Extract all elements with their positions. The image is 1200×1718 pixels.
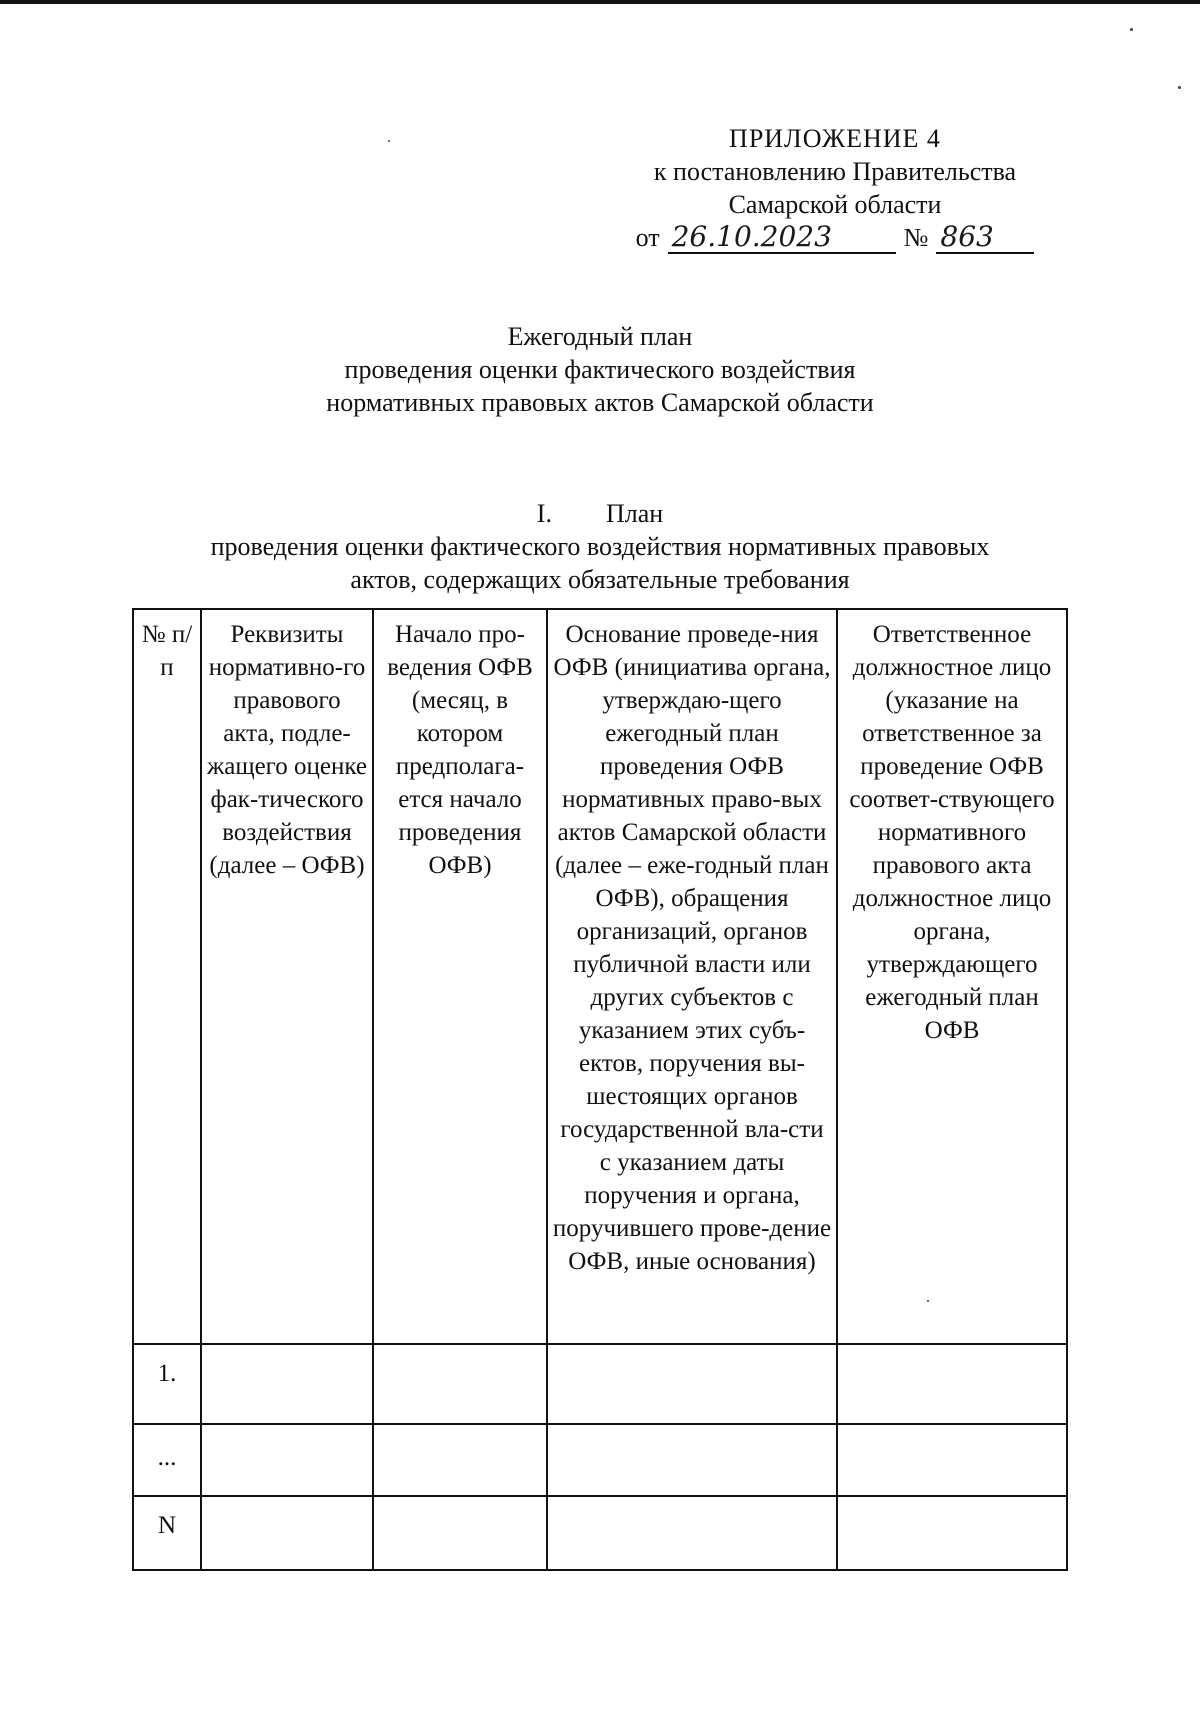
scan-speck (388, 140, 390, 142)
table-cell (373, 1424, 547, 1496)
table-cell (837, 1496, 1067, 1570)
table-row (133, 1424, 1067, 1496)
table-cell (201, 1496, 373, 1570)
table-cell (201, 1424, 373, 1496)
section-heading (0, 497, 1200, 596)
header-start-date: Начало про-ведения ОФВ (месяц, в котором предполага-ется начало проведения ОФВ) (373, 609, 547, 1344)
section-title-line (0, 497, 1200, 530)
scan-speck (1130, 28, 1133, 31)
appendix-header (600, 122, 1070, 254)
table-cell (547, 1424, 837, 1496)
header-act-details: Реквизиты нормативно-го правового акта, подле-жащего оценке фак-тического воздействия (далее – ОФВ) (201, 609, 373, 1344)
plan-table (132, 608, 1068, 1571)
handwritten-number: 863 (936, 222, 1034, 254)
table-cell (201, 1344, 373, 1424)
plan-title-line-3: нормативных правовых актов Самарской области (326, 388, 874, 417)
table-cell-number: 1. (133, 1344, 201, 1424)
section-title: План (605, 499, 664, 528)
section-subtitle-line-1: проведения оценки фактического воздействия нормативных правовых (210, 532, 990, 561)
section-subtitle-line-2: актов, содержащих обязательные требования (350, 565, 850, 594)
table-cell (373, 1344, 547, 1424)
table-cell-number: N (133, 1496, 201, 1570)
header-responsible: Ответственное должностное лицо (указание на ответственное за проведение ОФВ соответ-ствующего нормативного правового акта должностное лицо органа, утверждающего ежегодный план ОФВ (837, 609, 1067, 1344)
table-cell (837, 1344, 1067, 1424)
scan-speck (1178, 86, 1181, 89)
number-label: № (903, 223, 929, 252)
table-header-row (133, 609, 1067, 1344)
appendix-decree-line: к постановлению Правительства (653, 157, 1017, 186)
appendix-title: ПРИЛОЖЕНИЕ 4 (729, 124, 941, 153)
section-numeral: I. (536, 499, 552, 528)
table-cell (373, 1496, 547, 1570)
plan-title (0, 320, 1200, 419)
from-label: от (635, 223, 660, 252)
header-basis: Основание проведе-ния ОФВ (инициатива органа, утверждаю-щего ежегодный план проведения ОФВ нормативных право-вых актов Самарской области (далее – еже-годный план ОФВ), обращения организаций, органов публичной власти или других субъектов с указанием этих субъ-ектов, поручения вы-шестоящих органов государственной вла-сти с указанием даты поручения и органа, поручившего прове-дение ОФВ, иные основания) (547, 609, 837, 1344)
appendix-date-number-line (600, 221, 1070, 254)
plan-title-line-1: Ежегодный план (507, 322, 693, 351)
table-row (133, 1496, 1067, 1570)
appendix-region-line: Самарской области (728, 190, 942, 219)
table-cell (547, 1344, 837, 1424)
table-cell-number: ... (133, 1424, 201, 1496)
table-cell (837, 1424, 1067, 1496)
table-cell (547, 1496, 837, 1570)
header-number: № п/п (133, 609, 201, 1344)
table-row (133, 1344, 1067, 1424)
plan-title-line-2: проведения оценки фактического воздействия (344, 355, 856, 384)
scan-speck (927, 1300, 929, 1302)
handwritten-date: 26.10.2023 (668, 222, 896, 254)
top-border-line (0, 0, 1200, 4)
